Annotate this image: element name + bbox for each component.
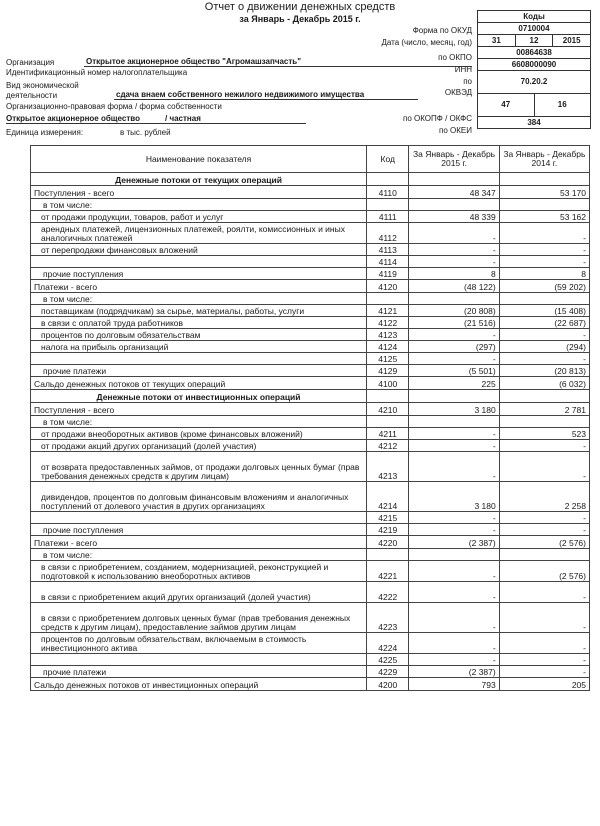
row-value-2015: - [409, 603, 499, 633]
row-value-2015: - [409, 561, 499, 582]
row-name: Платежи - всего [31, 280, 367, 293]
row-value-2015: (48 122) [409, 280, 499, 293]
row-value-2015 [409, 199, 499, 211]
row-value-2015: 48 347 [409, 186, 499, 199]
table-row [31, 199, 590, 211]
row-code: 4124 [367, 341, 409, 353]
row-name [31, 654, 367, 666]
col-code-header: Код [367, 146, 409, 173]
col-2014-header: За Январь - Декабрь 2014 г. [499, 146, 589, 173]
okei-value: 384 [527, 118, 541, 127]
row-code: 4214 [367, 482, 409, 512]
row-value-2015 [409, 549, 499, 561]
codes-box [477, 10, 591, 129]
okved-value: 70.20.2 [520, 77, 548, 86]
row-code: 4114 [367, 256, 409, 268]
row-value-2014: - [499, 524, 589, 536]
row-code: 4229 [367, 666, 409, 678]
row-value-2014: - [499, 633, 589, 654]
table-row [31, 353, 590, 365]
row-value-2015: 225 [409, 377, 499, 390]
row-value-2015 [409, 173, 499, 186]
date-day: 31 [491, 36, 501, 45]
row-name: от перепродажи финансовых вложений [31, 244, 367, 256]
unit-value: в тыс. рублей [120, 128, 171, 137]
table-row [31, 512, 590, 524]
row-name: от продажи акций других организаций (долей участия) [31, 440, 367, 452]
okei-label: по ОКЕИ [439, 126, 472, 135]
row-code: 4112 [367, 223, 409, 244]
row-value-2015: - [409, 329, 499, 341]
org-underline [84, 66, 472, 67]
row-value-2014: (2 576) [499, 561, 589, 582]
row-code: 4211 [367, 428, 409, 440]
okpo-value: 00864638 [516, 48, 552, 57]
row-value-2014 [499, 173, 589, 186]
table-row [31, 256, 590, 268]
okfs-value: 16 [534, 94, 591, 116]
row-value-2015: 8 [409, 268, 499, 280]
row-code: 4100 [367, 377, 409, 390]
table-row [31, 211, 590, 223]
row-name: в том числе: [31, 549, 367, 561]
row-code: 4210 [367, 403, 409, 416]
row-value-2015: - [409, 654, 499, 666]
row-code: 4221 [367, 561, 409, 582]
row-value-2015: - [409, 256, 499, 268]
table-row [31, 654, 590, 666]
row-value-2014: (22 687) [499, 317, 589, 329]
row-name: прочие платежи [31, 666, 367, 678]
codes-header: Коды [523, 12, 545, 21]
row-code: 4111 [367, 211, 409, 223]
row-value-2014: - [499, 353, 589, 365]
row-value-2015 [409, 416, 499, 428]
row-value-2014: 523 [499, 428, 589, 440]
row-value-2014: 53 170 [499, 186, 589, 199]
row-code: 4113 [367, 244, 409, 256]
row-name: Денежные потоки от текущих операций [31, 173, 367, 186]
row-code: 4123 [367, 329, 409, 341]
date-year: 2015 [552, 35, 590, 46]
row-value-2014: - [499, 666, 589, 678]
row-value-2015: - [409, 440, 499, 452]
table-row [31, 390, 590, 403]
row-value-2015: (2 387) [409, 536, 499, 549]
form-value-1: Открытое акционерное общество [6, 114, 140, 123]
table-row [31, 317, 590, 329]
row-code: 4215 [367, 512, 409, 524]
table-row [31, 329, 590, 341]
date-month: 12 [515, 35, 553, 46]
table-row [31, 403, 590, 416]
row-value-2014: - [499, 452, 589, 482]
row-value-2014: (15 408) [499, 305, 589, 317]
row-value-2014: - [499, 654, 589, 666]
row-code [367, 549, 409, 561]
row-value-2014: (294) [499, 341, 589, 353]
row-value-2015: (2 387) [409, 666, 499, 678]
okved-label: ОКВЭД [444, 88, 472, 97]
row-value-2015: (20 808) [409, 305, 499, 317]
row-name: арендных платежей, лицензионных платежей, роялти, комиссионных и иных аналогичных платежей [31, 223, 367, 244]
row-value-2014: 53 162 [499, 211, 589, 223]
row-code: 4213 [367, 452, 409, 482]
row-name: Поступления - всего [31, 186, 367, 199]
row-name: прочие платежи [31, 365, 367, 377]
row-code [367, 199, 409, 211]
row-code: 4125 [367, 353, 409, 365]
row-value-2015: (21 516) [409, 317, 499, 329]
row-name: от продажи внеоборотных активов (кроме финансовых вложений) [31, 428, 367, 440]
table-row [31, 549, 590, 561]
col-2015-header: За Январь - Декабрь 2015 г. [409, 146, 499, 173]
row-name: прочие поступления [31, 268, 367, 280]
form-label: Организационно-правовая форма / форма собственности [6, 102, 222, 111]
row-value-2015: - [409, 428, 499, 440]
table-row [31, 341, 590, 353]
table-row [31, 268, 590, 280]
row-name: налога на прибыль организаций [31, 341, 367, 353]
table-row [31, 365, 590, 377]
table-row [31, 377, 590, 390]
row-code: 4200 [367, 678, 409, 691]
cashflow-table [30, 145, 590, 691]
table-row [31, 524, 590, 536]
table-row [31, 223, 590, 244]
table-row [31, 666, 590, 678]
table-row [31, 582, 590, 603]
row-name: Сальдо денежных потоков от текущих операций [31, 377, 367, 390]
row-value-2015: - [409, 353, 499, 365]
table-row [31, 536, 590, 549]
row-name: дивидендов, процентов по долговым финансовым вложениям и аналогичных поступлений от долевого участия в других организациях [31, 482, 367, 512]
row-value-2015: - [409, 524, 499, 536]
row-value-2014 [499, 293, 589, 305]
okud-value: 0710004 [518, 24, 550, 33]
col-name-header: Наименование показателя [31, 146, 367, 173]
org-name: Открытое акционерное общество "Агромашзапчасть" [86, 57, 302, 66]
row-code [367, 416, 409, 428]
row-value-2015: 793 [409, 678, 499, 691]
row-value-2015 [409, 390, 499, 403]
table-row [31, 416, 590, 428]
row-value-2015 [409, 293, 499, 305]
row-value-2015: - [409, 582, 499, 603]
row-value-2014: - [499, 329, 589, 341]
table-row [31, 561, 590, 582]
row-value-2014 [499, 416, 589, 428]
table-row [31, 305, 590, 317]
org-label: Организация [6, 58, 55, 67]
row-name: Платежи - всего [31, 536, 367, 549]
row-value-2015: - [409, 223, 499, 244]
table-header-row [31, 146, 590, 173]
row-name: в том числе: [31, 416, 367, 428]
row-code: 4120 [367, 280, 409, 293]
row-code [367, 293, 409, 305]
unit-label: Единица измерения: [6, 128, 84, 137]
row-code: 4223 [367, 603, 409, 633]
row-name: Денежные потоки от инвестиционных операций [31, 390, 367, 403]
row-value-2014: (6 032) [499, 377, 589, 390]
row-name [31, 353, 367, 365]
table-row [31, 482, 590, 512]
okved-label-no: по [463, 77, 472, 86]
row-value-2014: (20 813) [499, 365, 589, 377]
row-code: 4219 [367, 524, 409, 536]
row-name: в связи с приобретением долговых ценных бумаг (прав требования денежных средств к другим лицам), предоставление займов другим лицам [31, 603, 367, 633]
row-value-2015: (297) [409, 341, 499, 353]
form-underline [6, 123, 306, 124]
row-value-2014: 205 [499, 678, 589, 691]
table-row [31, 186, 590, 199]
row-code: 4121 [367, 305, 409, 317]
row-value-2015: 48 339 [409, 211, 499, 223]
row-code [367, 390, 409, 403]
row-code: 4110 [367, 186, 409, 199]
row-code: 4220 [367, 536, 409, 549]
okopf-label: по ОКОПФ / ОКФС [403, 114, 472, 123]
row-name: от возврата предоставленных займов, от продажи долговых ценных бумаг (прав требования денежных средств к другим лицам) [31, 452, 367, 482]
row-value-2015: 3 180 [409, 482, 499, 512]
row-name: Сальдо денежных потоков от инвестиционных операций [31, 678, 367, 691]
row-name: прочие поступления [31, 524, 367, 536]
row-name: в связи с оплатой труда работников [31, 317, 367, 329]
form-value-2: / частная [165, 114, 201, 123]
row-value-2014: - [499, 223, 589, 244]
row-value-2014: - [499, 512, 589, 524]
row-value-2015: - [409, 512, 499, 524]
row-name: поставщикам (подрядчикам) за сырье, материалы, работы, услуги [31, 305, 367, 317]
row-code [367, 173, 409, 186]
activity-label-2: деятельности [6, 91, 58, 100]
row-code: 4212 [367, 440, 409, 452]
table-row [31, 244, 590, 256]
row-value-2014 [499, 549, 589, 561]
row-name: в том числе: [31, 199, 367, 211]
row-code: 4119 [367, 268, 409, 280]
row-value-2015: - [409, 633, 499, 654]
date-label: Дата (число, месяц, год) [381, 38, 472, 47]
inn-value: 6608000090 [511, 60, 557, 69]
row-name: в связи с приобретением, созданием, модернизацией, реконструкцией и подготовкой к использованию внеоборотных активов [31, 561, 367, 582]
okud-label: Форма по ОКУД [412, 26, 472, 35]
row-code: 4222 [367, 582, 409, 603]
row-value-2014 [499, 199, 589, 211]
row-name: Поступления - всего [31, 403, 367, 416]
table-row [31, 603, 590, 633]
row-value-2014 [499, 390, 589, 403]
row-code: 4129 [367, 365, 409, 377]
activity-underline [114, 99, 418, 100]
table-row [31, 678, 590, 691]
table-row [31, 428, 590, 440]
row-value-2014: - [499, 582, 589, 603]
row-value-2014: (59 202) [499, 280, 589, 293]
table-row [31, 173, 590, 186]
report-period: за Январь - Декабрь 2015 г. [239, 14, 361, 24]
table-row [31, 452, 590, 482]
row-name: в связи с приобретением акций других организаций (долей участия) [31, 582, 367, 603]
row-value-2014: - [499, 256, 589, 268]
table-row [31, 440, 590, 452]
table-row [31, 293, 590, 305]
row-value-2014: - [499, 440, 589, 452]
row-code: 4225 [367, 654, 409, 666]
row-value-2015: - [409, 452, 499, 482]
row-name [31, 256, 367, 268]
row-value-2014: - [499, 244, 589, 256]
row-name: процентов по долговым обязательствам [31, 329, 367, 341]
row-code: 4122 [367, 317, 409, 329]
table-row [31, 633, 590, 654]
table-row [31, 280, 590, 293]
row-name: в том числе: [31, 293, 367, 305]
activity-label-1: Вид экономической [6, 81, 79, 90]
row-value-2014: - [499, 603, 589, 633]
row-value-2014: 8 [499, 268, 589, 280]
table-body [31, 173, 590, 691]
row-value-2014: (2 576) [499, 536, 589, 549]
row-value-2015: 3 180 [409, 403, 499, 416]
okpo-label: по ОКПО [438, 53, 472, 62]
inn-label: ИНН [454, 65, 472, 74]
row-value-2014: 2 781 [499, 403, 589, 416]
activity-value: сдача внаем собственного нежилого недвижимого имущества [116, 90, 365, 99]
row-name: процентов по долговым обязательствам, включаемым в стоимость инвестиционного актива [31, 633, 367, 654]
okopf-value: 47 [501, 100, 511, 109]
row-value-2015: (5 501) [409, 365, 499, 377]
row-code: 4224 [367, 633, 409, 654]
row-name: от продажи продукции, товаров, работ и услуг [31, 211, 367, 223]
report-title: Отчет о движении денежных средств [204, 1, 396, 13]
row-value-2014: 2 258 [499, 482, 589, 512]
row-name [31, 512, 367, 524]
inn-full-label: Идентификационный номер налогоплательщика [6, 68, 188, 77]
row-value-2015: - [409, 244, 499, 256]
